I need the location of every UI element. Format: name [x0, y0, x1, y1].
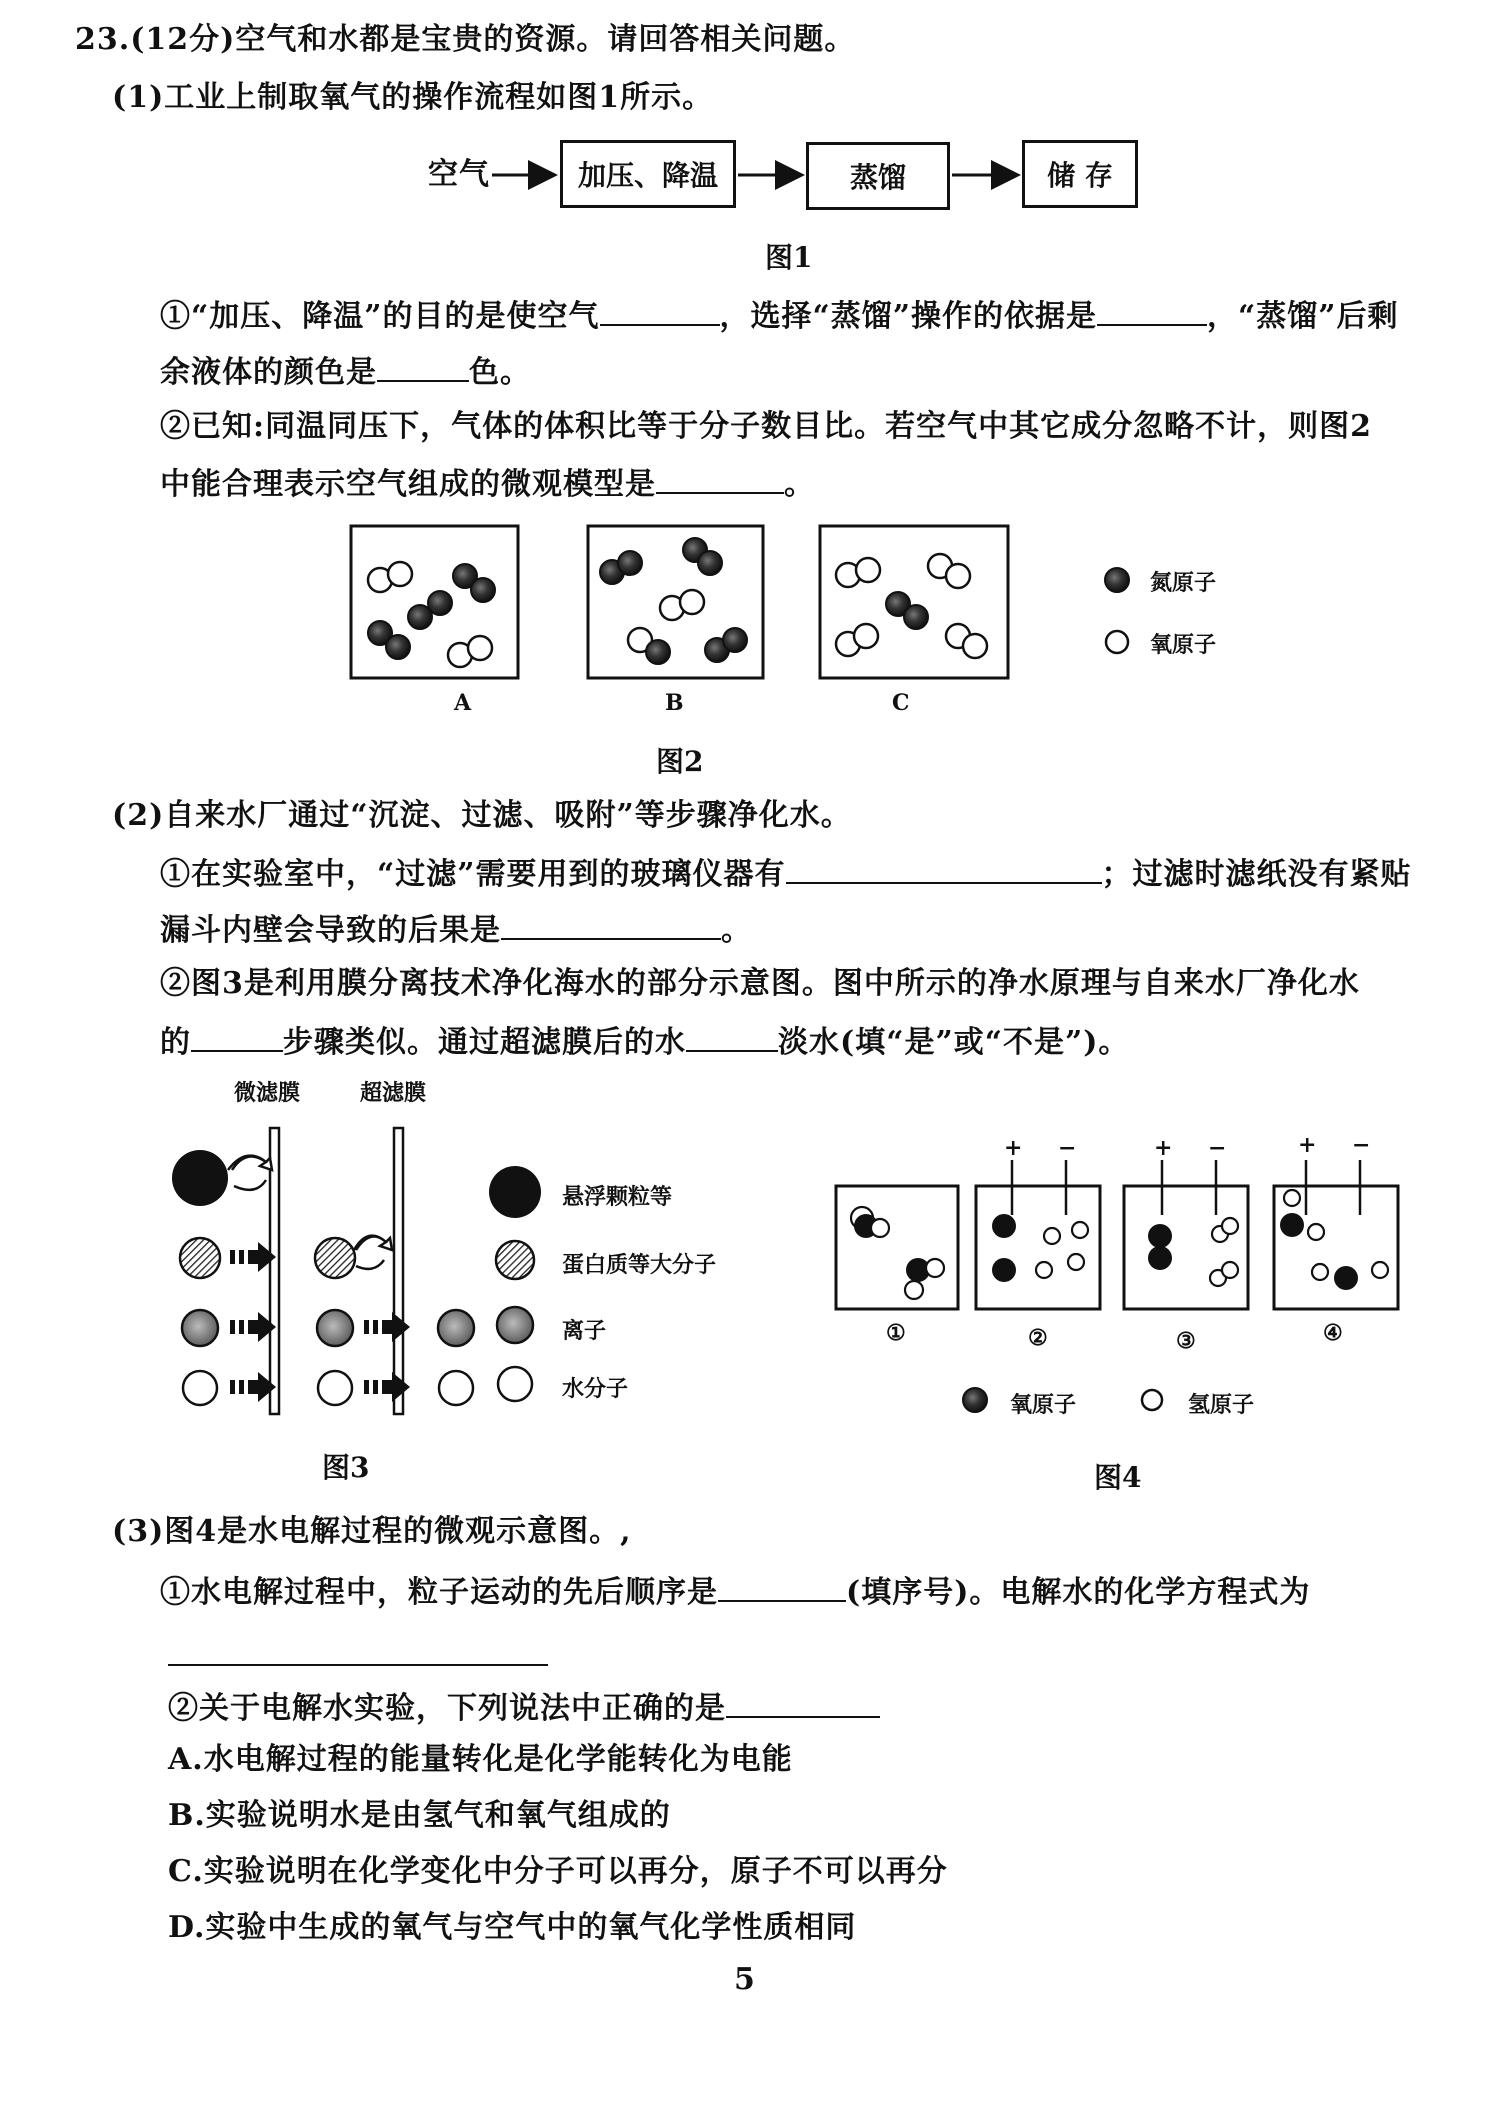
part1-q2-line1: ②已知:同温同压下，气体的体积比等于分子数目比。若空气中其它成分忽略不计，则图2 [160, 409, 1372, 444]
fig2-label-c: C [892, 690, 910, 716]
page-number: 5 [734, 1962, 756, 1997]
part1-q1-text-e: 色。 [469, 355, 531, 390]
legend-suspended-label: 悬浮颗粒等 [562, 1184, 673, 1210]
part3-q1-text-b: (填序号)。电解水的化学方程式为 [846, 1575, 1311, 1610]
legend-oxygen-atom-dot [963, 1388, 987, 1412]
flow-box-store: 储 存 [1022, 140, 1138, 208]
fig4-minus-2: − [1058, 1135, 1077, 1161]
part1-q1-text-d: 余液体的颜色是 [160, 355, 377, 390]
fig2-label-a: A [454, 690, 472, 716]
part2-q2-text-b: 步骤类似。通过超滤膜后的水 [283, 1025, 686, 1060]
fig2-label-b: B [665, 690, 684, 716]
fig4-label-3: ③ [1176, 1328, 1196, 1354]
part2-q1-text-a: ①在实验室中，“过滤”需要用到的玻璃仪器有 [160, 857, 786, 892]
part1-q1-text-c: ，“蒸馏”后剩 [1207, 299, 1399, 334]
part2-q1-text-d: 。 [721, 913, 752, 948]
flow-box-pressurize: 加压、降温 [560, 140, 736, 208]
option-b: B.实验说明水是由氢气和氧气组成的 [168, 1798, 671, 1833]
fig4-label-1: ① [886, 1320, 906, 1346]
part1-intro: (1)工业上制取氧气的操作流程如图1所示。 [112, 80, 714, 115]
part2-intro: (2)自来水厂通过“沉淀、过滤、吸附”等步骤净化水。 [112, 798, 852, 833]
question-header: 23.(12分)空气和水都是宝贵的资源。请回答相关问题。 [75, 22, 856, 57]
membrane2-label: 超滤膜 [360, 1080, 427, 1106]
legend-hydrogen-atom-label: 氢原子 [1188, 1392, 1255, 1418]
part3-q2-text: ②关于电解水实验，下列说法中正确的是 [168, 1691, 726, 1726]
fig4-plus-3: + [1154, 1135, 1173, 1161]
option-c: C.实验说明在化学变化中分子可以再分，原子不可以再分 [168, 1854, 948, 1889]
option-d: D.实验中生成的氧气与空气中的氧气化学性质相同 [168, 1910, 857, 1945]
part1-q2-text-a: 中能合理表示空气组成的微观模型是 [160, 467, 656, 502]
answer-blank-11[interactable] [726, 1686, 880, 1718]
fig4-label-2: ② [1028, 1325, 1048, 1351]
legend-hydrogen-atom-dot [1142, 1390, 1162, 1410]
legend-ion-label: 离子 [562, 1318, 607, 1344]
part2-q1-text-b: ；过滤时滤纸没有紧贴 [1101, 857, 1412, 892]
membrane1-label: 微滤膜 [234, 1080, 301, 1106]
fig4-plus-4: + [1298, 1132, 1317, 1158]
legend-oxygen-atom-label: 氧原子 [1010, 1392, 1077, 1418]
fig1-caption: 图1 [765, 241, 813, 274]
part1-q2-text-b: 。 [784, 467, 815, 502]
legend-nitrogen-label: 氮原子 [1150, 570, 1217, 596]
legend-protein-label: 蛋白质等大分子 [562, 1252, 717, 1278]
part2-q2-text-c: 淡水(填“是”或“不是”)。 [778, 1025, 1130, 1060]
legend-water-label: 水分子 [562, 1376, 629, 1402]
fig4-label-4: ④ [1323, 1320, 1343, 1346]
part3-q1-text-a: ①水电解过程中，粒子运动的先后顺序是 [160, 1575, 718, 1610]
fig3-caption: 图3 [322, 1451, 370, 1484]
option-a: A.水电解过程的能量转化是化学能转化为电能 [168, 1742, 793, 1777]
flow-box-distill: 蒸馏 [806, 142, 950, 210]
part3-q2-line [168, 1686, 880, 1729]
flow-start-label: 空气 [428, 157, 490, 192]
part2-q1-text-c: 漏斗内壁会导致的后果是 [160, 913, 501, 948]
part1-q1-text-b: ，选择“蒸馏”操作的依据是 [719, 299, 1098, 334]
answer-blank-9[interactable] [718, 1570, 846, 1602]
fig4-minus-4: − [1352, 1132, 1371, 1158]
part2-q2-line1: ②图3是利用膜分离技术净化海水的部分示意图。图中所示的净水原理与自来水厂净化水 [160, 966, 1360, 1001]
legend-oxygen-label: 氧原子 [1150, 632, 1217, 658]
part3-intro: (3)图4是水电解过程的微观示意图。, [112, 1514, 632, 1549]
part3-q1-line1 [160, 1570, 1310, 1613]
fig4-minus-3: − [1208, 1135, 1227, 1161]
fig4-plus-2: + [1004, 1135, 1023, 1161]
part1-q1-text-a: ①“加压、降温”的目的是使空气 [160, 299, 600, 334]
fig4-caption: 图4 [1094, 1461, 1142, 1494]
part2-q2-text-a: 的 [160, 1025, 191, 1060]
fig2-caption: 图2 [656, 745, 704, 778]
answer-blank-10[interactable] [168, 1664, 548, 1666]
